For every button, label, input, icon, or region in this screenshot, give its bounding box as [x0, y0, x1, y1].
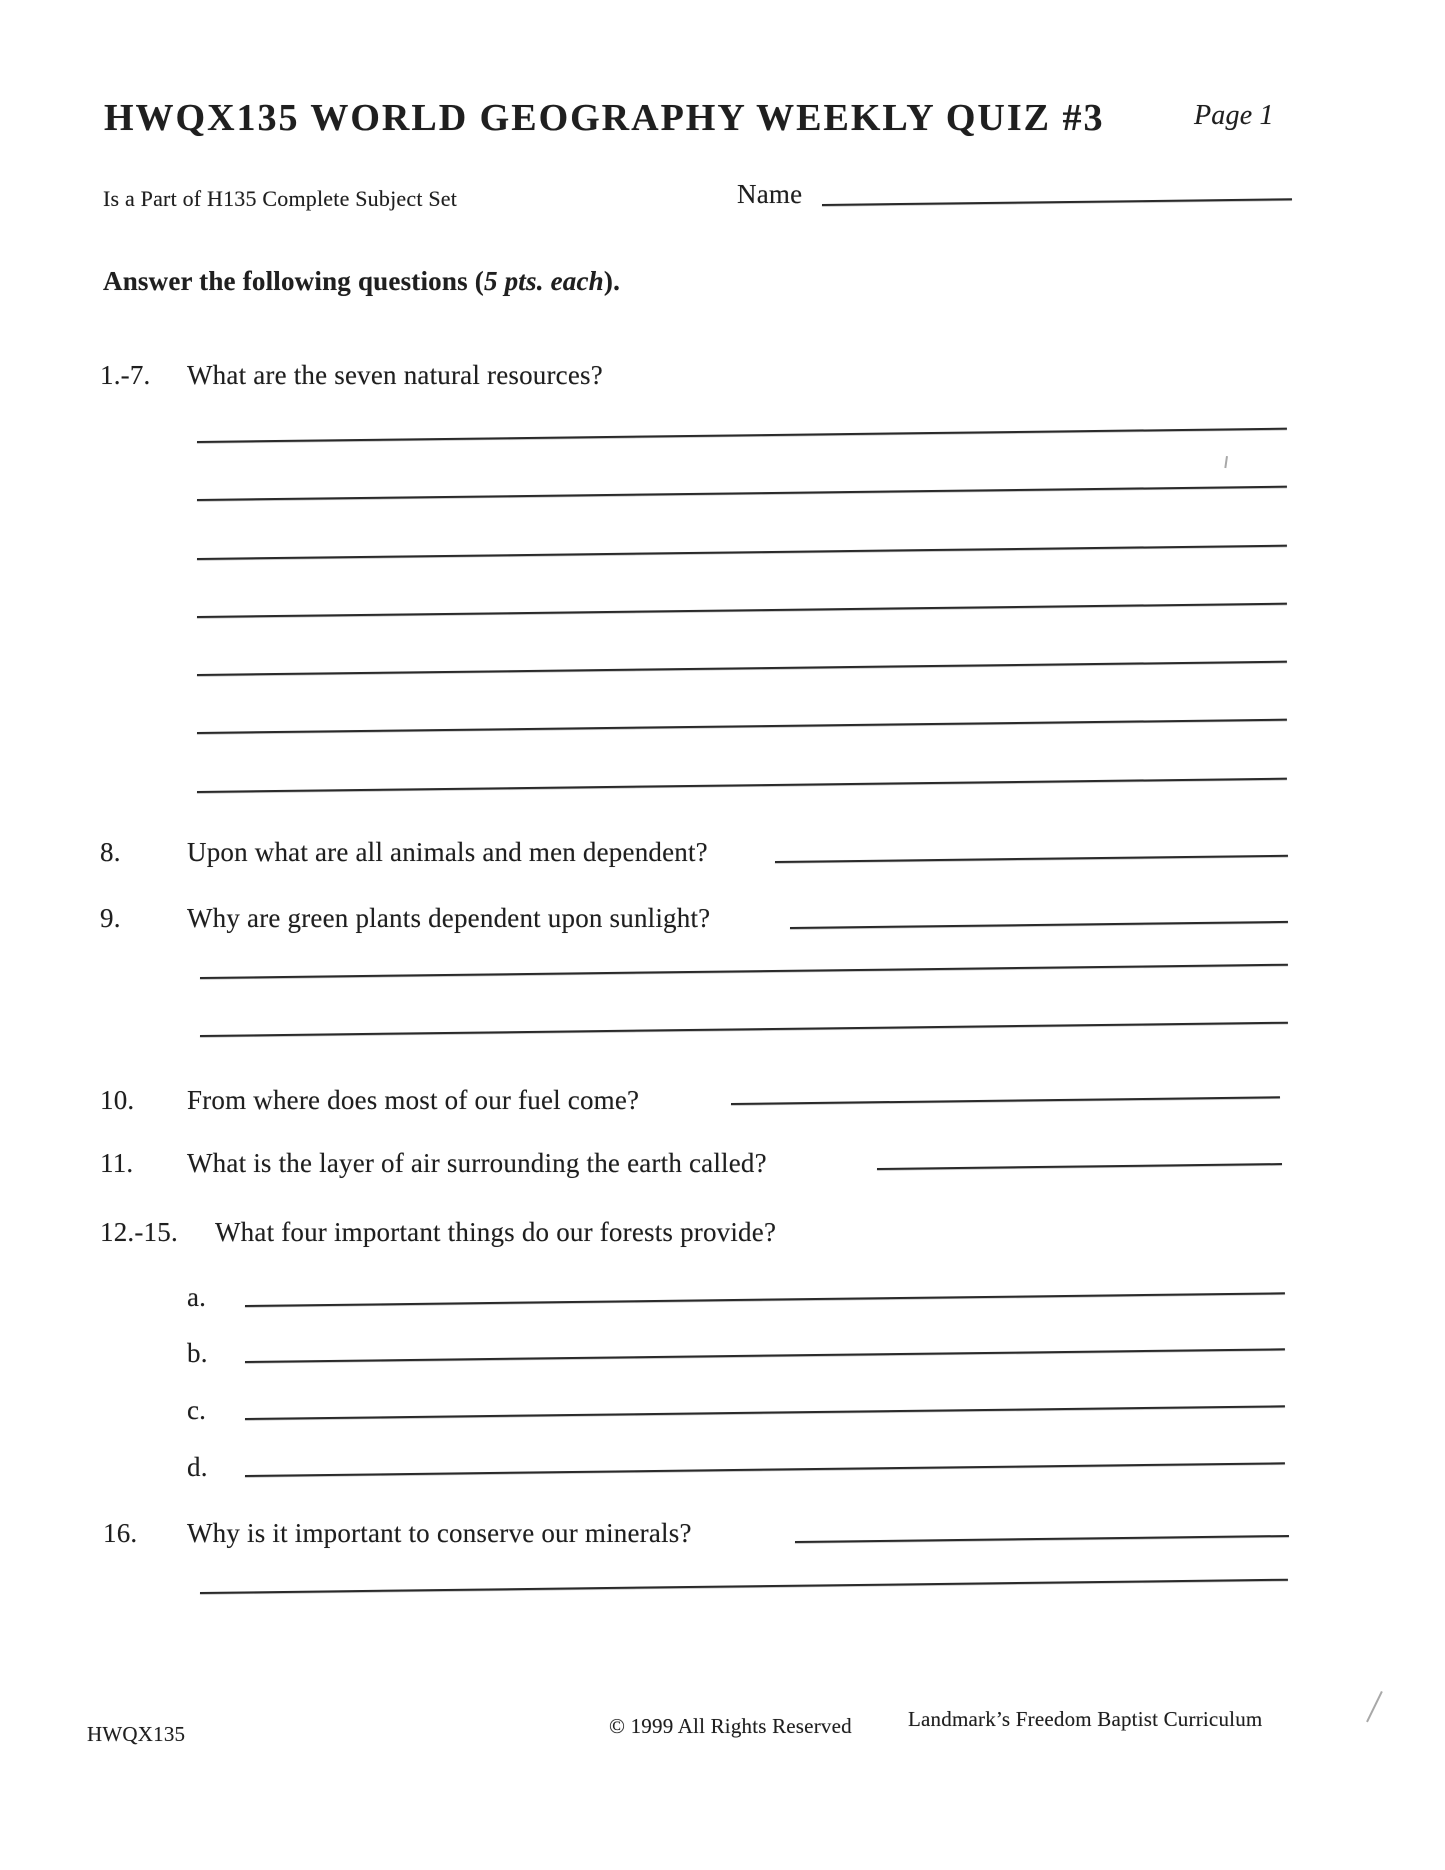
- answer-line[interactable]: [197, 661, 1287, 676]
- question-text: What is the layer of air surrounding the earth called?: [187, 1148, 767, 1178]
- footer-code: HWQX135: [87, 1722, 186, 1746]
- question-number: 11.: [100, 1148, 134, 1178]
- answer-line[interactable]: [200, 1022, 1288, 1037]
- answer-line[interactable]: [795, 1535, 1289, 1543]
- question-number: 9.: [100, 903, 121, 933]
- answer-line[interactable]: [200, 1579, 1288, 1594]
- question-text: From where does most of our fuel come?: [187, 1085, 640, 1115]
- answer-line[interactable]: [245, 1405, 1285, 1420]
- sub-item-label: d.: [187, 1452, 208, 1482]
- question-number: 12.-15.: [100, 1217, 178, 1247]
- instruction-suffix: ).: [603, 266, 621, 296]
- answer-line[interactable]: [197, 428, 1287, 443]
- question-text: What four important things do our forests provide?: [215, 1217, 777, 1247]
- page-title: HWQX135 WORLD GEOGRAPHY WEEKLY QUIZ #3: [104, 97, 1105, 139]
- question-number: 10.: [100, 1085, 135, 1115]
- instruction-prefix: Answer the following questions (: [103, 266, 484, 296]
- question-number: 16.: [103, 1518, 138, 1548]
- answer-line[interactable]: [775, 855, 1288, 863]
- answer-line[interactable]: [200, 964, 1288, 979]
- subset-note: Is a Part of H135 Complete Subject Set: [103, 186, 458, 211]
- question-text: Upon what are all animals and men dependent?: [187, 837, 708, 867]
- sub-item-label: b.: [187, 1338, 208, 1368]
- name-label: Name: [737, 179, 803, 209]
- name-line[interactable]: [822, 198, 1292, 206]
- question-text: What are the seven natural resources?: [187, 360, 603, 390]
- footer-copyright: © 1999 All Rights Reserved: [609, 1714, 852, 1738]
- question-number: 1.-7.: [100, 360, 151, 390]
- answer-line[interactable]: [197, 486, 1287, 501]
- answer-line[interactable]: [877, 1163, 1282, 1170]
- question-number: 8.: [100, 837, 121, 867]
- sub-item-label: a.: [187, 1282, 207, 1312]
- scan-artifact: [1366, 1691, 1383, 1722]
- answer-line[interactable]: [197, 778, 1287, 793]
- answer-line[interactable]: [245, 1292, 1285, 1307]
- answer-line[interactable]: [245, 1462, 1285, 1477]
- answer-line[interactable]: [197, 603, 1287, 618]
- question-text: Why is it important to conserve our minerals?: [187, 1518, 692, 1548]
- page-number: Page 1: [1194, 100, 1274, 131]
- instruction: [103, 266, 620, 297]
- footer-publisher: Landmark’s Freedom Baptist Curriculum: [908, 1707, 1263, 1731]
- answer-line[interactable]: [245, 1348, 1285, 1363]
- sub-item-label: c.: [187, 1395, 207, 1425]
- question-text: Why are green plants dependent upon sunlight?: [187, 903, 711, 933]
- answer-line[interactable]: [790, 921, 1288, 929]
- scan-artifact: [1224, 456, 1228, 468]
- answer-line[interactable]: [197, 545, 1287, 560]
- answer-line[interactable]: [197, 719, 1287, 734]
- instruction-italic: 5 pts. each: [483, 266, 604, 296]
- answer-line[interactable]: [731, 1096, 1280, 1105]
